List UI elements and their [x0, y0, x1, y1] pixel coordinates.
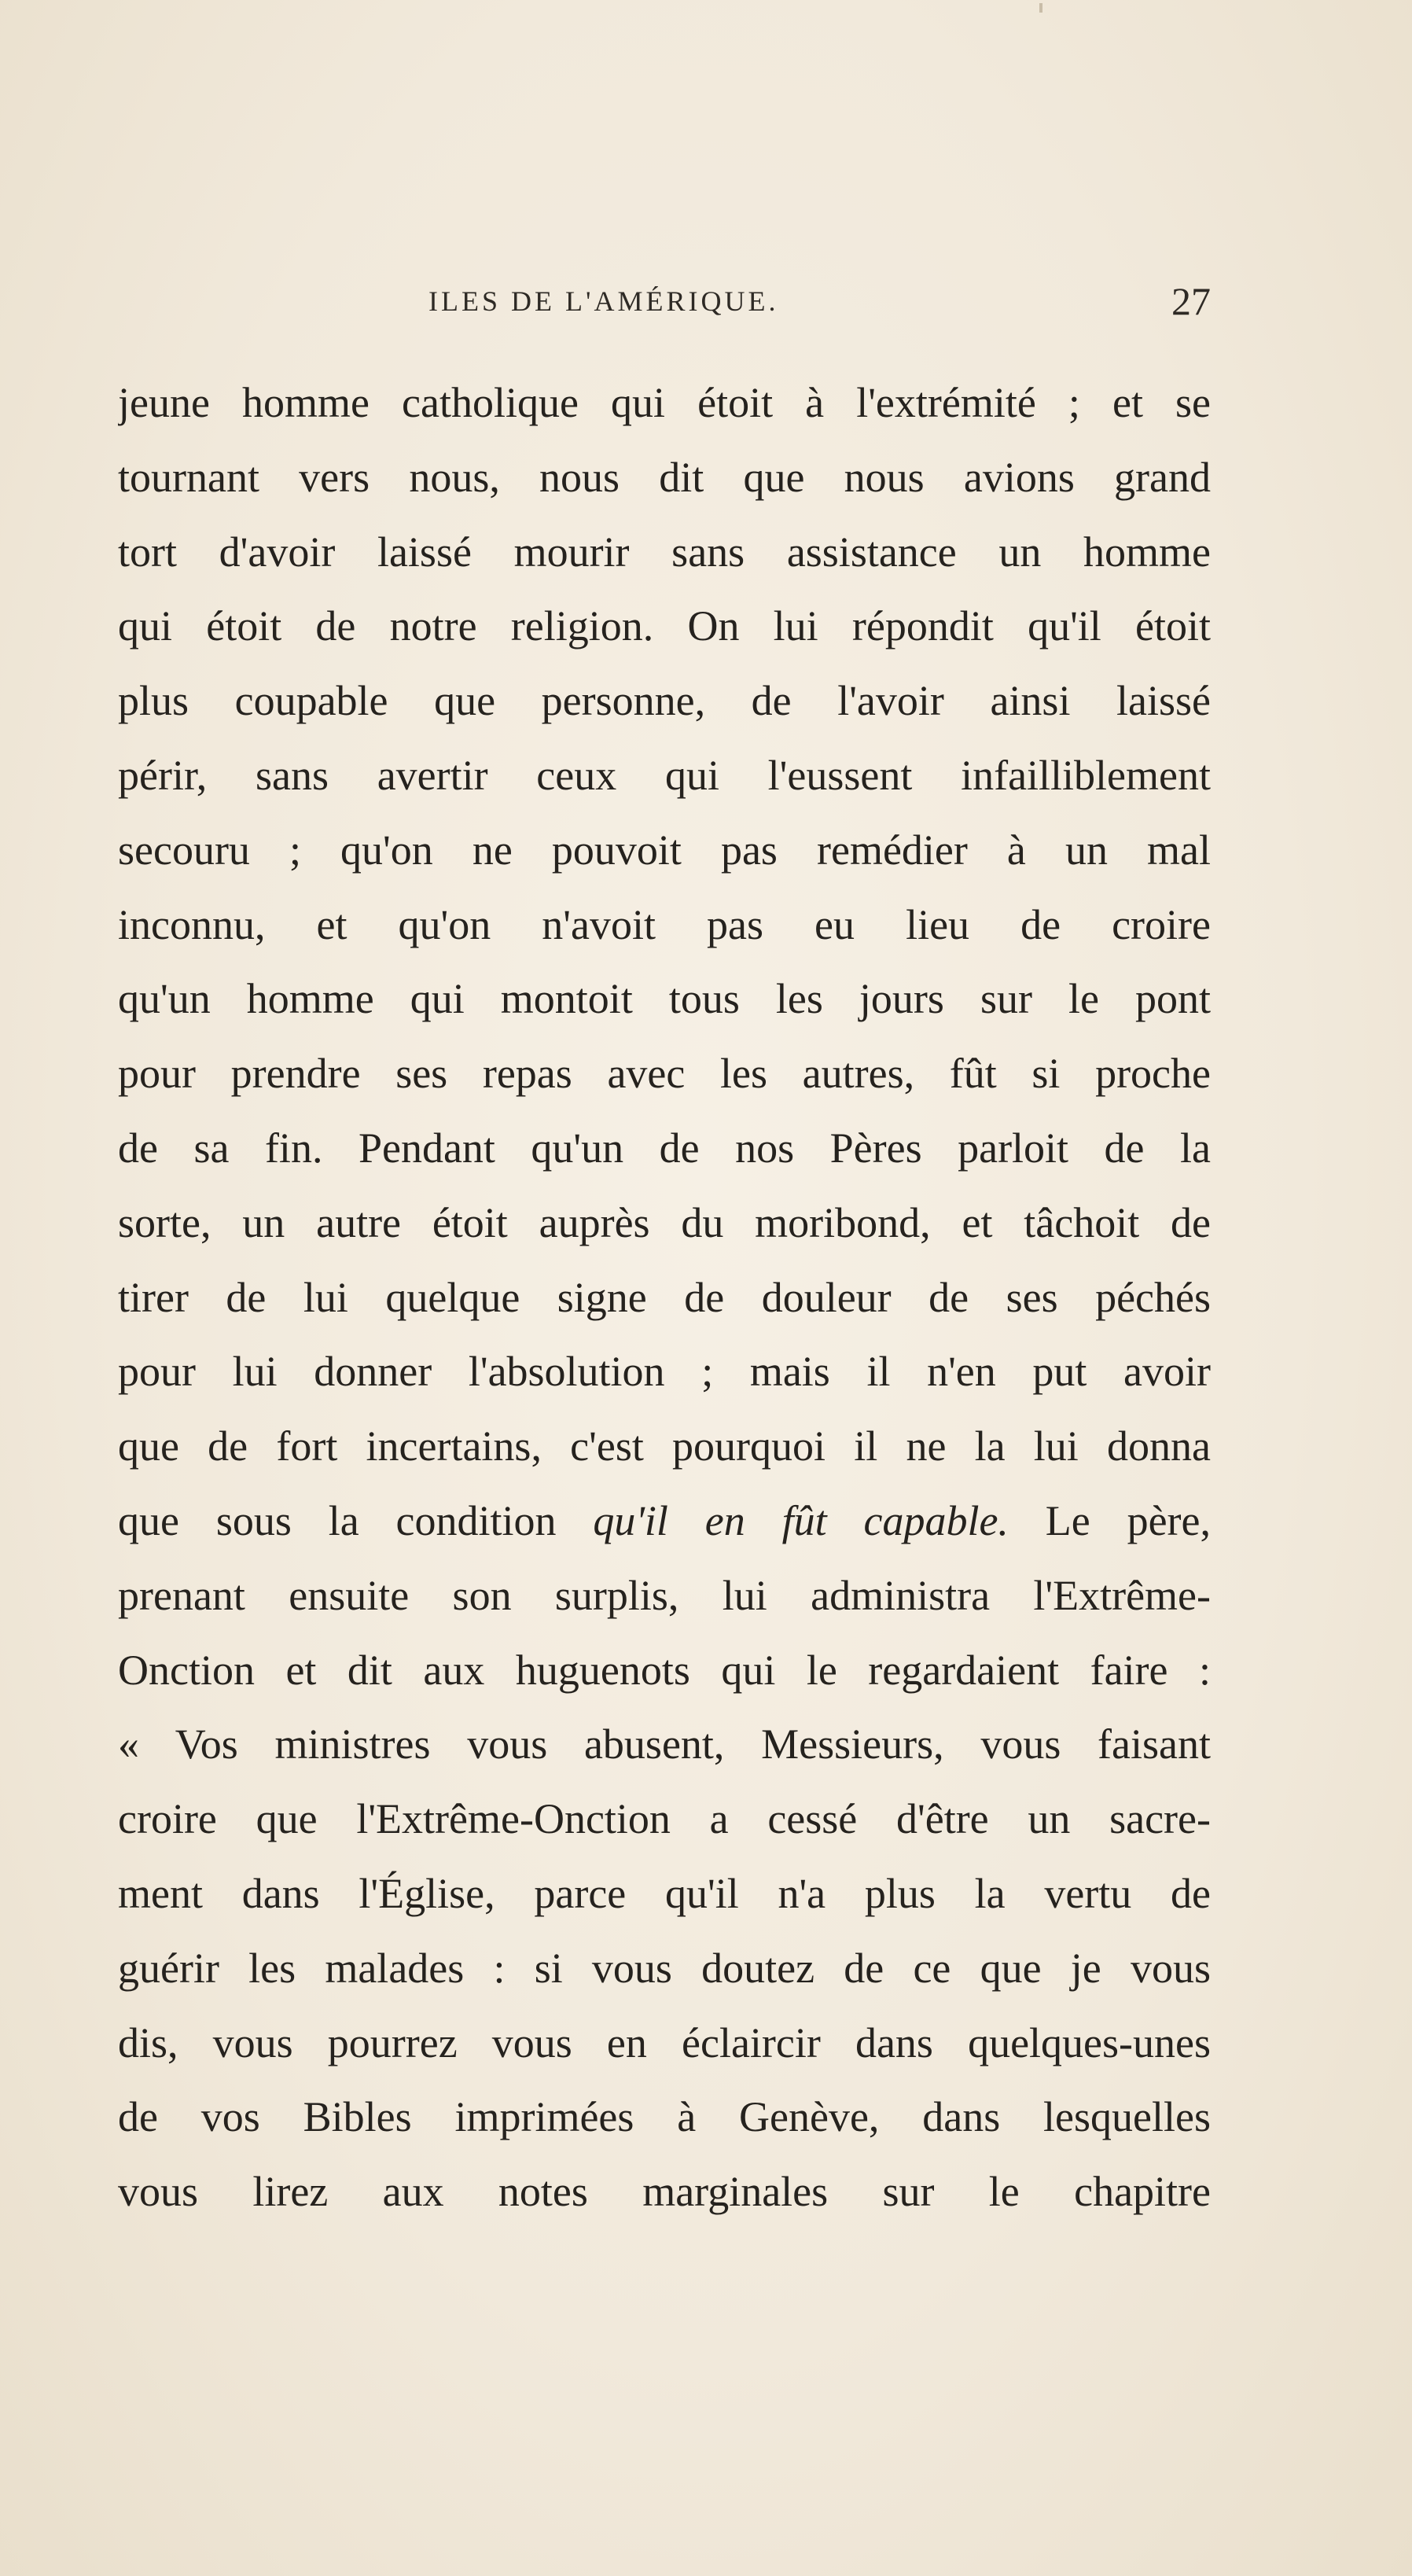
text-line: inconnu, et qu'on n'avoit pas eu lieu de croire — [118, 900, 1211, 948]
italic-phrase: qu'il en fût capable. — [593, 1496, 1009, 1544]
text-line: pour prendre ses repas avec les autres, fût si proche — [118, 1050, 1211, 1098]
text-line: Onction et dit aux huguenots qui le regardaient faire : — [118, 1646, 1211, 1694]
text-line: que de fort incertains, c'est pourquoi il ne la lui donna — [118, 1422, 1211, 1470]
text-line: tort d'avoir laissé mourir sans assistance un homme — [118, 528, 1211, 576]
text-segment: Le père, — [1008, 1496, 1211, 1544]
text-line: pour lui donner l'absolution ; mais il n'en put avoir — [118, 1348, 1211, 1396]
text-line: jeune homme catholique qui étoit à l'extrémité ; et se — [118, 379, 1211, 426]
text-line: tirer de lui quelque signe de douleur de ses péchés — [118, 1273, 1211, 1321]
running-title: ILES DE L'AMÉRIQUE. — [428, 285, 779, 317]
text-line: tournant vers nous, nous dit que nous avions grand — [118, 453, 1211, 501]
text-line: de vos Bibles imprimées à Genève, dans lesquelles — [118, 2093, 1211, 2141]
running-head — [118, 279, 1211, 332]
body-text — [118, 366, 1211, 2229]
text-line: vous lirez aux notes marginales sur le chapitre — [118, 2168, 1211, 2216]
text-line: de sa fin. Pendant qu'un de nos Pères parloit de la — [118, 1124, 1211, 1172]
text-line-with-italic — [118, 1484, 1211, 1558]
text-line: croire que l'Extrême-Onction a cessé d'être un sacre- — [118, 1795, 1211, 1843]
text-line: secouru ; qu'on ne pouvoit pas remédier à un mal — [118, 826, 1211, 874]
page-speck — [1039, 3, 1042, 13]
text-segment: que sous la condition — [118, 1496, 594, 1544]
text-line: guérir les malades : si vous doutez de ce que je vous — [118, 1944, 1211, 1992]
text-line: dis, vous pourrez vous en éclaircir dans quelques-unes — [118, 2018, 1211, 2066]
text-line: qui étoit de notre religion. On lui répondit qu'il étoit — [118, 602, 1211, 650]
text-line: sorte, un autre étoit auprès du moribond, et tâchoit de — [118, 1198, 1211, 1246]
page-number: 27 — [1171, 279, 1211, 323]
text-line: plus coupable que personne, de l'avoir ainsi laissé — [118, 677, 1211, 725]
text-line: périr, sans avertir ceux qui l'eussent infailliblement — [118, 751, 1211, 799]
text-line: « Vos ministres vous abusent, Messieurs, vous faisant — [118, 1720, 1211, 1768]
text-line: ment dans l'Église, parce qu'il n'a plus la vertu de — [118, 1869, 1211, 1917]
text-line: qu'un homme qui montoit tous les jours sur le pont — [118, 975, 1211, 1023]
text-line: prenant ensuite son surplis, lui administra l'Extrême- — [118, 1571, 1211, 1619]
